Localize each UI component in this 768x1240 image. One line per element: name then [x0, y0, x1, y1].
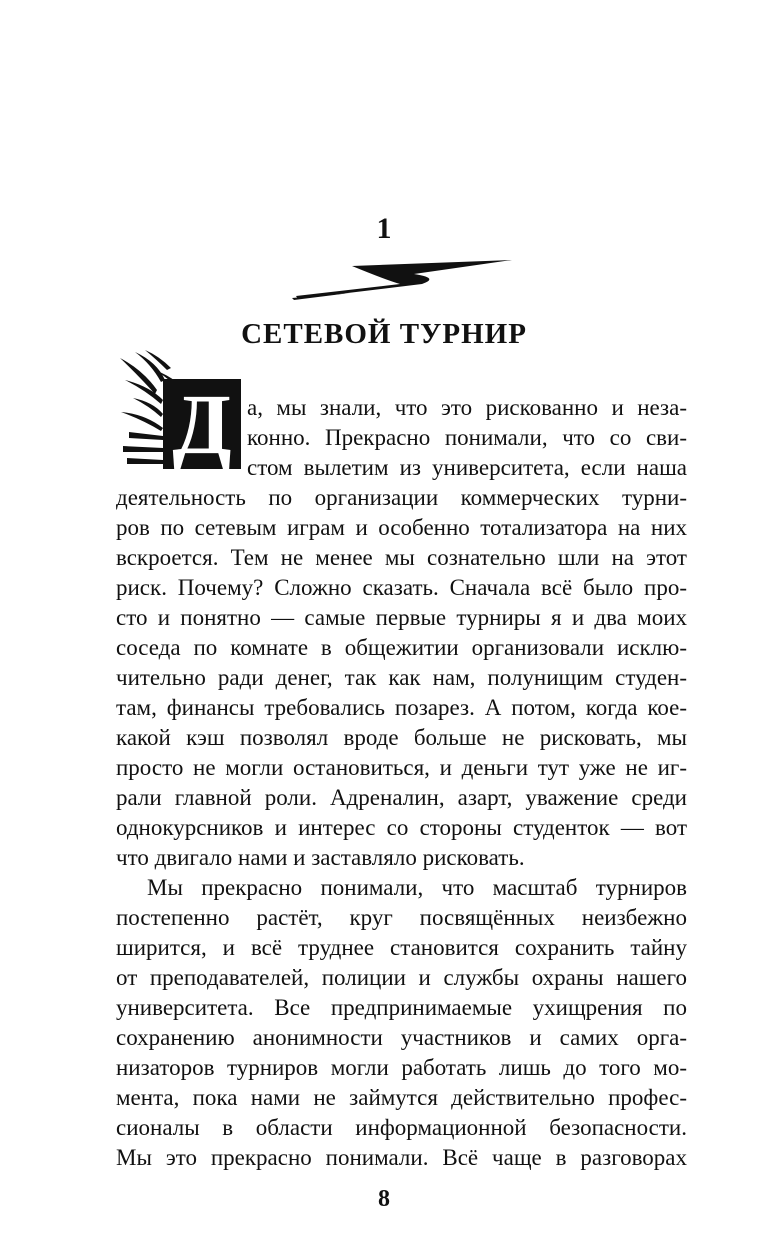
text-line: университета. Все предпринимаемые ухищрения по: [116, 995, 687, 1020]
text-line: сто и понятно — самые первые турниры я и два моих: [116, 605, 687, 630]
text-line: деятельность по организации коммерческих турни-: [116, 485, 687, 510]
chapter-title: СЕТЕВОЙ ТУРНИР: [241, 318, 527, 350]
text-line: постепенно растёт, круг посвящённых неизбежно: [116, 905, 687, 930]
text-line: низаторов турниров могли работать лишь до того мо-: [116, 1055, 687, 1080]
text-line: ров по сетевым играм и особенно тотализатора на них: [116, 515, 687, 540]
text-line: однокурсников и интерес со стороны студенток — вот: [116, 815, 687, 840]
text-line: просто не могли остановиться, и деньги тут уже не иг-: [116, 755, 687, 780]
text-line: сохранению анонимности участников и самих орга-: [116, 1025, 687, 1050]
text-line: Мы это прекрасно понимали. Всё чаще в разговорах: [116, 1145, 687, 1170]
text-line: конно. Прекрасно понимали, что со сви-: [247, 425, 687, 450]
chapter-ornament-icon: [290, 258, 515, 304]
page-number: 8: [378, 1186, 390, 1212]
text-line: риск. Почему? Сложно сказать. Сначала всё было про-: [116, 575, 687, 600]
text-line: стом вылетим из университета, если наша: [247, 455, 687, 480]
text-line: Мы прекрасно понимали, что масштаб турниров: [147, 875, 687, 900]
text-line: что двигало нами и заставляло рисковать.: [116, 845, 525, 870]
dropcap-letter: Д: [163, 379, 241, 469]
text-line: от преподавателей, полиции и службы охраны нашего: [116, 965, 687, 990]
text-line: сионалы в области информационной безопасности.: [116, 1115, 687, 1140]
chapter-number: 1: [376, 212, 392, 245]
text-line: ширится, и всё труднее становится сохранить тайну: [116, 935, 687, 960]
text-line: чительно ради денег, так как нам, полунищим студен-: [116, 665, 687, 690]
text-line: а, мы знали, что это рискованно и неза-: [247, 395, 687, 420]
text-line: рали главной роли. Адреналин, азарт, уважение среди: [116, 785, 687, 810]
text-line: вскроется. Тем не менее мы сознательно шли на этот: [116, 545, 687, 570]
text-line: какой кэш позволял вроде больше не рисковать, мы: [116, 725, 687, 750]
text-line: соседа по комнате в общежитии организовали исклю-: [116, 635, 687, 660]
text-line: мента, пока нами не займутся действительно профес-: [116, 1085, 687, 1110]
text-line: там, финансы требовались позарез. А потом, когда кое-: [116, 695, 687, 720]
